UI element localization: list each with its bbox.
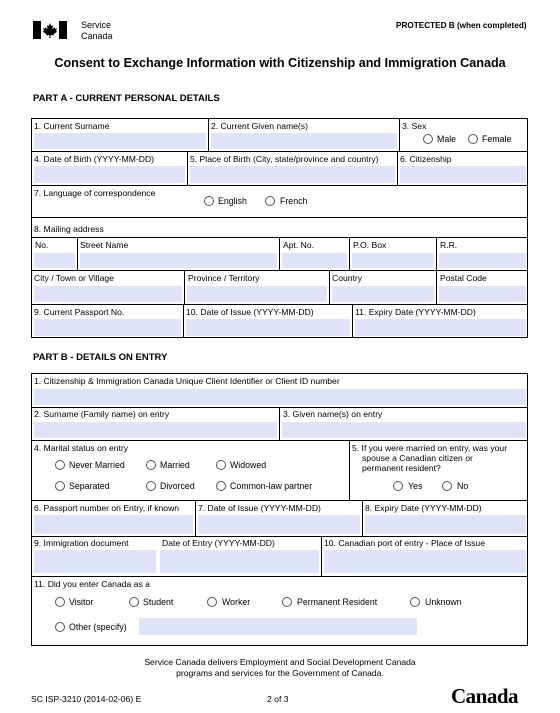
permanent-resident-radio[interactable] — [282, 597, 292, 607]
language-english-radio[interactable] — [204, 196, 214, 206]
spouse-no-label: No — [457, 481, 469, 491]
divorced-label: Divorced — [160, 481, 195, 491]
other-specify-input[interactable] — [139, 618, 417, 635]
spouse-question-line1: 5. If you were married on entry, was your — [352, 443, 508, 453]
current-surname-input[interactable] — [34, 133, 206, 149]
sex-female-radio[interactable] — [468, 134, 478, 144]
current-given-name-label: 2. Current Given name(s) — [211, 121, 308, 131]
postal-code-input[interactable] — [439, 286, 526, 302]
street-number-label: No. — [35, 240, 49, 250]
spouse-question-line3: permanent resident? — [362, 463, 441, 473]
entry-passport-input[interactable] — [34, 515, 193, 534]
postal-code-label: Postal Code — [440, 273, 487, 283]
passport-expiry-date-input[interactable] — [355, 319, 526, 336]
footer-notice-line1: Service Canada delivers Employment and Social Development Canada — [144, 657, 416, 667]
other-radio[interactable] — [55, 622, 65, 632]
footer-notice-line2: programs and services for the Government of Canada. — [176, 668, 384, 678]
entry-issue-date-input[interactable] — [198, 515, 360, 534]
unknown-radio[interactable] — [410, 597, 420, 607]
city-label: City / Town or Village — [34, 273, 114, 283]
part-a-heading: PART A - CURRENT PERSONAL DETAILS — [33, 93, 220, 104]
entry-given-name-input[interactable] — [282, 422, 526, 438]
spouse-no-radio[interactable] — [442, 481, 452, 491]
place-of-birth-input[interactable] — [190, 166, 395, 183]
page-number: 2 of 3 — [267, 694, 289, 704]
country-input[interactable] — [332, 286, 434, 302]
spouse-question-line2: spouse a Canadian citizen or — [362, 453, 473, 463]
entry-surname-input[interactable] — [34, 422, 277, 438]
department-name-line2: Canada — [81, 31, 113, 41]
language-french-radio[interactable] — [265, 196, 275, 206]
never-married-radio[interactable] — [55, 460, 65, 470]
immigration-document-label: 9. Immigration document — [34, 538, 129, 548]
part-b-heading: PART B - DETAILS ON ENTRY — [33, 352, 168, 363]
form-identifier: SC ISP-3210 (2014-02-06) E — [31, 694, 142, 704]
city-input[interactable] — [34, 286, 182, 302]
uci-label: 1. Citizenship & Immigration Canada Unique Client Identifier or Client ID number — [34, 376, 340, 386]
passport-issue-date-label: 10. Date of Issue (YYYY-MM-DD) — [186, 307, 314, 317]
citizenship-input[interactable] — [400, 166, 526, 183]
divorced-radio[interactable] — [146, 481, 156, 491]
widowed-radio[interactable] — [216, 460, 226, 470]
passport-expiry-date-label: 11. Expiry Date (YYYY-MM-DD) — [355, 307, 476, 317]
separated-label: Separated — [69, 481, 110, 491]
common-law-label: Common-law partner — [230, 481, 313, 491]
worker-label: Worker — [222, 597, 251, 607]
worker-radio[interactable] — [207, 597, 217, 607]
apt-no-input[interactable] — [282, 253, 347, 268]
language-label: 7. Language of correspondence — [34, 188, 156, 198]
apt-no-label: Apt. No. — [283, 240, 315, 250]
never-married-label: Never Married — [69, 460, 125, 470]
permanent-resident-label: Permanent Resident — [297, 597, 378, 607]
port-of-entry-label: 10. Canadian port of entry - Place of Issue — [324, 538, 485, 548]
spouse-yes-radio[interactable] — [393, 481, 403, 491]
rural-route-input[interactable] — [439, 253, 526, 268]
street-number-input[interactable] — [34, 253, 75, 268]
married-label: Married — [160, 460, 190, 470]
citizenship-label: 6. Citizenship — [400, 154, 452, 164]
married-radio[interactable] — [146, 460, 156, 470]
date-of-entry-label: Date of Entry (YYYY-MM-DD) — [162, 538, 275, 548]
uci-input[interactable] — [34, 389, 526, 405]
entry-expiry-date-input[interactable] — [365, 515, 526, 534]
current-passport-input[interactable] — [34, 319, 181, 336]
language-english-label: English — [218, 196, 247, 206]
sex-label: 3. Sex — [402, 121, 427, 131]
date-of-birth-input[interactable] — [34, 166, 185, 183]
place-of-birth-label: 5. Place of Birth (City, state/province and country) — [190, 154, 379, 164]
port-of-entry-input[interactable] — [324, 550, 526, 573]
current-given-name-input[interactable] — [211, 133, 397, 149]
visitor-radio[interactable] — [55, 597, 65, 607]
unknown-label: Unknown — [425, 597, 462, 607]
passport-issue-date-input[interactable] — [186, 319, 350, 336]
sex-male-label: Male — [437, 134, 457, 144]
common-law-radio[interactable] — [216, 481, 226, 491]
widowed-label: Widowed — [230, 460, 267, 470]
canada-flag-icon — [33, 21, 67, 44]
province-input[interactable] — [187, 286, 327, 302]
immigration-document-input[interactable] — [34, 550, 156, 573]
street-name-label: Street Name — [80, 240, 129, 250]
student-label: Student — [143, 597, 174, 607]
date-of-entry-input[interactable] — [160, 550, 319, 573]
student-radio[interactable] — [129, 597, 139, 607]
entry-passport-label: 6. Passport number on Entry, if known — [34, 503, 180, 513]
entry-issue-date-label: 7. Date of Issue (YYYY-MM-DD) — [198, 503, 321, 513]
sex-male-radio[interactable] — [423, 134, 433, 144]
canada-wordmark: Canada — [451, 684, 519, 708]
department-name-line1: Service — [81, 20, 112, 30]
entry-expiry-date-label: 8. Expiry Date (YYYY-MM-DD) — [365, 503, 482, 513]
country-label: Country — [332, 273, 363, 283]
other-label: Other (specify) — [69, 622, 127, 632]
spouse-yes-label: Yes — [408, 481, 423, 491]
street-name-input[interactable] — [80, 253, 277, 268]
mailing-address-label: 8. Mailing address — [34, 224, 104, 234]
po-box-input[interactable] — [352, 253, 434, 268]
current-passport-label: 9. Current Passport No. — [34, 307, 125, 317]
sex-female-label: Female — [482, 134, 512, 144]
language-french-label: French — [280, 196, 308, 206]
date-of-birth-label: 4. Date of Birth (YYYY-MM-DD) — [34, 154, 155, 164]
current-surname-label: 1. Current Surname — [34, 121, 110, 131]
separated-radio[interactable] — [55, 481, 65, 491]
rural-route-label: R.R. — [440, 240, 458, 250]
marital-status-label: 4. Marital status on entry — [34, 443, 129, 453]
form-title: Consent to Exchange Information with Citizenship and Immigration Canada — [54, 56, 506, 70]
po-box-label: P.O. Box — [353, 240, 387, 250]
visitor-label: Visitor — [69, 597, 94, 607]
province-label: Province / Territory — [188, 273, 260, 283]
entered-as-label: 11. Did you enter Canada as a — [34, 579, 150, 589]
entry-surname-label: 2. Surname (Family name) on entry — [34, 409, 170, 419]
entry-given-name-label: 3. Given name(s) on entry — [283, 409, 383, 419]
protected-label: PROTECTED B (when completed) — [396, 21, 527, 30]
